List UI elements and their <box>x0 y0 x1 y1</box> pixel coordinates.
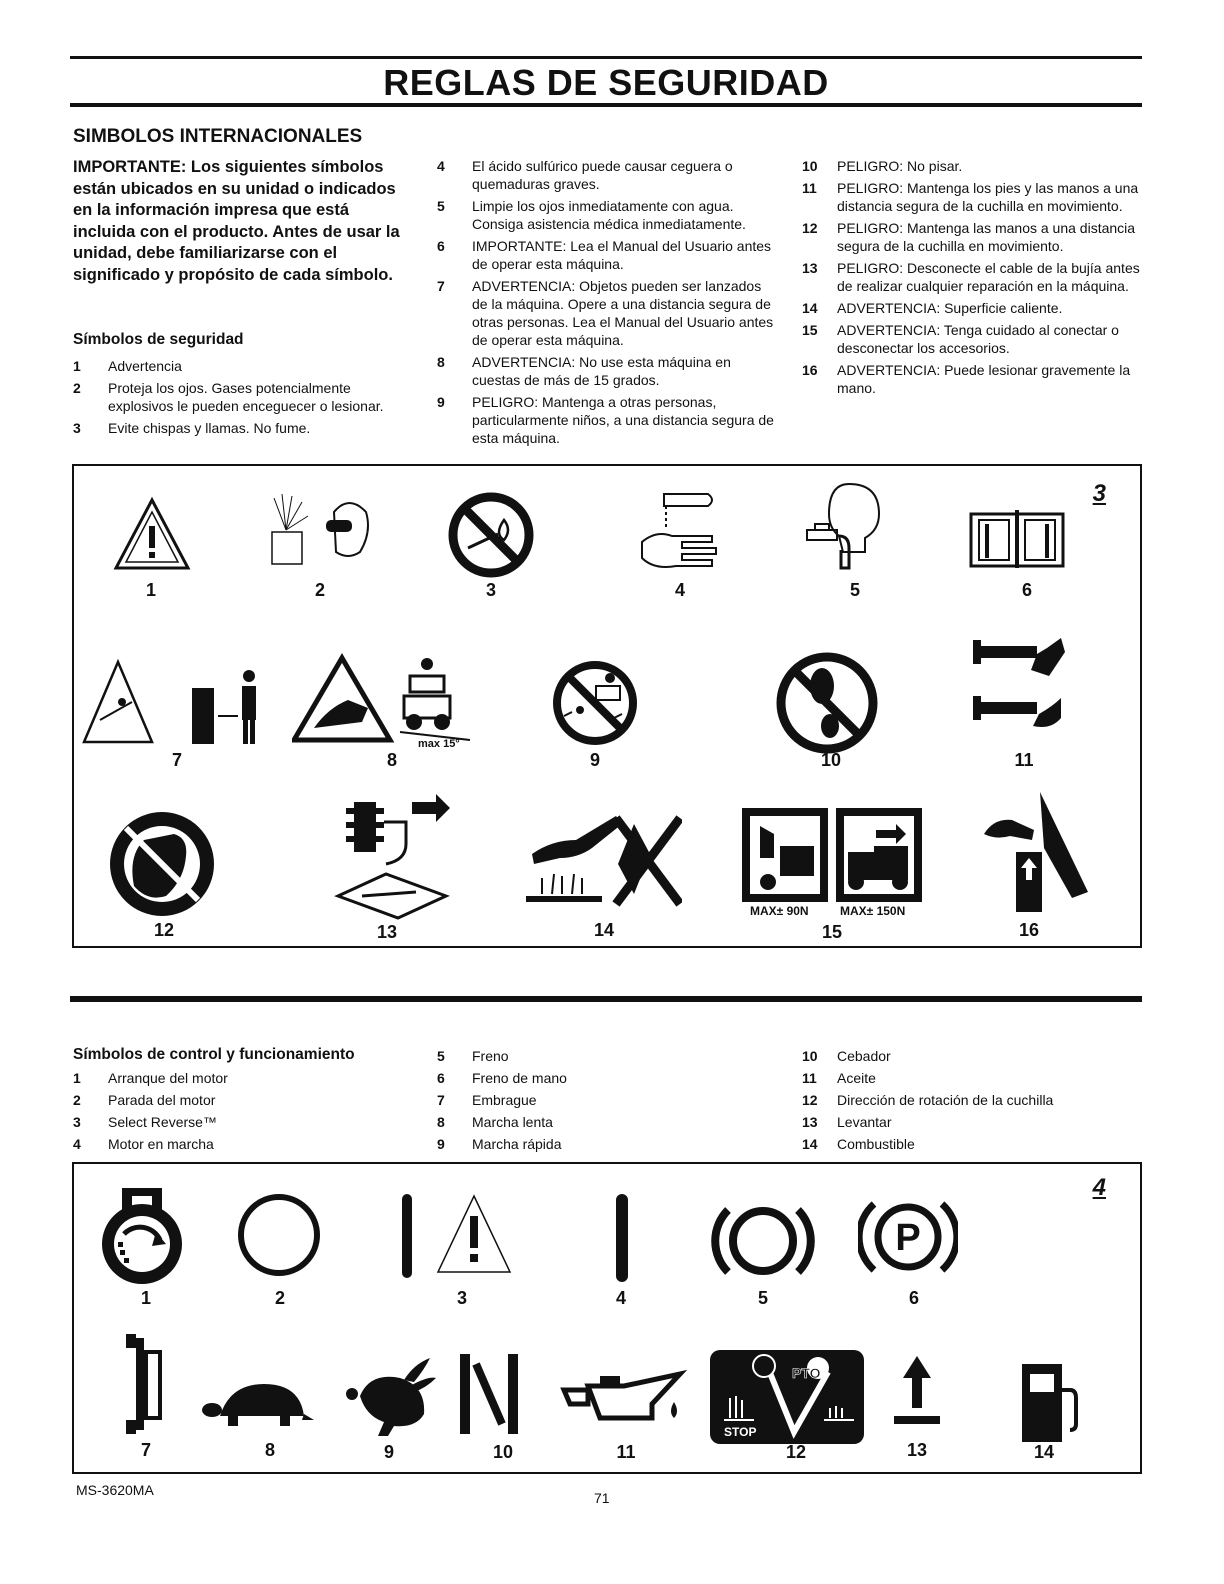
blade-rotation-pto-icon <box>708 1348 866 1446</box>
list-item: 16 ADVERTENCIA: Puede lesionar gravemente la mano. <box>802 362 1131 396</box>
symbol-label: 13 <box>376 922 398 942</box>
list-item: 7 Embrague <box>437 1092 537 1108</box>
symbol-label: 2 <box>274 1288 285 1308</box>
list-item: 3 Select Reverse™ <box>73 1114 217 1130</box>
list-item: 14 ADVERTENCIA: Superficie caliente. <box>802 300 1063 316</box>
list-item: 4 El ácido sulfúrico puede causar ceguera o quemaduras graves. <box>437 158 733 192</box>
safety-list-col2 <box>437 157 777 451</box>
symbol-label: 11 <box>1014 750 1034 770</box>
hot-surface-icon <box>522 804 682 914</box>
fuel-pump-icon <box>1018 1360 1082 1446</box>
symbol-label: 1 <box>145 580 156 600</box>
list-item: 11 PELIGRO: Mantenga los pies y las manos a una distancia segura de la cuchilla en movimiento. <box>802 180 1139 214</box>
list-item: 12 PELIGRO: Mantenga las manos a una distancia segura de la cuchilla en movimiento. <box>802 220 1136 254</box>
panel-number: 4 <box>1092 1174 1106 1201</box>
list-item: 5 Limpie los ojos inmediatamente con agua. Consiga asistencia médica inmediatamente. <box>437 198 746 232</box>
list-item: 9 Marcha rápida <box>437 1136 562 1152</box>
control-list-col2 <box>437 1047 777 1157</box>
doc-code: MS-3620MA <box>76 1482 154 1498</box>
list-item: 8 Marcha lenta <box>437 1114 553 1130</box>
important-notice: IMPORTANTE: Los siguientes símbolos están ubicados en su unidad o indicados en la información impresa que está incluida con el producto. Antes de usar la unidad, debe familiarizarse con el significado y propósito de cada símbolo. <box>73 158 400 284</box>
safety-list-col3 <box>802 157 1147 401</box>
oil-can-icon <box>560 1364 690 1434</box>
thrown-objects-icon <box>82 658 282 748</box>
section-title: SIMBOLOS INTERNACIONALES <box>73 126 363 147</box>
slope-warning-icon <box>292 652 482 750</box>
eye-wash-icon <box>799 480 899 576</box>
symbol-label: 12 <box>153 920 175 940</box>
control-list-col1 <box>73 1069 413 1157</box>
clutch-icon <box>122 1332 168 1436</box>
list-item: 15 ADVERTENCIA: Tenga cuidado al conectar o desconectar los accesorios. <box>802 322 1119 356</box>
list-item: 3 Evite chispas y llamas. No fume. <box>73 420 311 436</box>
list-item: 1 Arranque del motor <box>73 1070 228 1086</box>
max-150n-label: MAX± 150N <box>840 904 906 918</box>
list-item: 5 Freno <box>437 1048 509 1064</box>
select-reverse-icon <box>394 1186 514 1286</box>
pto-label: PTO <box>792 1365 821 1381</box>
symbol-label: 4 <box>674 580 685 600</box>
blade-foot-hand-icon <box>969 636 1069 742</box>
symbol-label: 13 <box>906 1440 928 1460</box>
symbol-label: 5 <box>849 580 860 600</box>
control-symbols-panel <box>72 1162 1142 1474</box>
brake-icon <box>708 1196 818 1286</box>
engine-start-icon <box>96 1186 188 1286</box>
symbol-label: 1 <box>140 1288 151 1308</box>
symbol-label: 12 <box>785 1442 807 1462</box>
list-item: 1 Advertencia <box>73 358 182 374</box>
keep-children-away-icon <box>550 658 640 748</box>
control-list-col3 <box>802 1047 1147 1157</box>
list-item: 6 Freno de mano <box>437 1070 567 1086</box>
max-90n-label: MAX± 90N <box>750 904 809 918</box>
hand-crush-icon <box>980 790 1090 920</box>
symbol-label: 8 <box>264 1440 275 1460</box>
list-item: 7 ADVERTENCIA: Objetos pueden ser lanzados de la máquina. Opere a una distancia segura de otras personas. Lea el Manual del Usuario antes de operar esta máquina. <box>437 278 774 348</box>
symbol-label: 8 <box>386 750 397 770</box>
symbol-label: 14 <box>1033 1442 1055 1462</box>
symbol-label: 7 <box>171 750 182 770</box>
symbol-label: 6 <box>908 1288 919 1308</box>
list-item: 10 PELIGRO: No pisar. <box>802 158 963 174</box>
symbol-label: 14 <box>593 920 615 940</box>
safety-heading: Símbolos de seguridad <box>73 331 244 348</box>
choke-icon <box>454 1348 524 1438</box>
warning-triangle-icon <box>112 494 192 574</box>
list-item: 2 Proteja los ojos. Gases potencialmente explosivos le pueden enceguecer o lesionar. <box>73 380 384 414</box>
raise-icon <box>892 1354 942 1430</box>
page-number: 71 <box>594 1490 610 1506</box>
turtle-slow-icon <box>200 1380 316 1432</box>
symbol-label: 2 <box>314 580 325 600</box>
list-item: 9 PELIGRO: Mantenga a otras personas, particularmente niños, a una distancia segura de esta máquina. <box>437 394 774 446</box>
symbol-label: 9 <box>383 1442 394 1462</box>
hand-blade-prohibited-icon <box>104 806 220 922</box>
list-item: 10 Cebador <box>802 1048 891 1064</box>
attachment-caution-icon <box>740 806 926 906</box>
engine-stop-icon <box>234 1190 324 1280</box>
no-smoking-flame-icon <box>446 490 536 580</box>
symbol-label: 3 <box>456 1288 467 1308</box>
safety-symbols-panel <box>72 464 1142 948</box>
symbol-label: 16 <box>1018 920 1040 940</box>
stop-label: STOP <box>724 1425 757 1439</box>
symbol-label: 7 <box>140 1440 151 1460</box>
list-item: 8 ADVERTENCIA: No use esta máquina en cuestas de más de 15 grados. <box>437 354 731 388</box>
rabbit-fast-icon <box>340 1346 440 1438</box>
svg-text:P: P <box>895 1217 921 1259</box>
list-item: 13 Levantar <box>802 1114 892 1130</box>
acid-burn-icon <box>634 492 724 576</box>
symbol-label: 9 <box>589 750 600 770</box>
list-item: 4 Motor en marcha <box>73 1136 214 1152</box>
symbol-label: 5 <box>757 1288 768 1308</box>
page-title: REGLAS DE SEGURIDAD <box>383 62 829 103</box>
max-slope-label: max 15° <box>418 738 460 750</box>
read-manual-icon <box>967 506 1067 572</box>
control-heading: Símbolos de control y funcionamiento <box>73 1046 355 1063</box>
symbol-label: 4 <box>615 1288 626 1308</box>
list-item: 12 Dirección de rotación de la cuchilla <box>802 1092 1054 1108</box>
list-item: 13 PELIGRO: Desconecte el cable de la bujía antes de realizar cualquier reparación en la máquina. <box>802 260 1140 294</box>
symbol-label: 10 <box>820 750 842 770</box>
list-item: 2 Parada del motor <box>73 1092 216 1108</box>
symbol-label: 6 <box>1021 580 1032 600</box>
parking-brake-icon <box>858 1192 958 1282</box>
symbol-label: 10 <box>492 1442 514 1462</box>
safety-list-col1 <box>73 357 413 441</box>
eye-protection-icon <box>264 492 374 572</box>
panel-number: 3 <box>1092 480 1106 507</box>
list-item: 14 Combustible <box>802 1136 915 1152</box>
symbol-label: 15 <box>821 922 843 942</box>
no-step-icon <box>772 648 882 758</box>
list-item: 6 IMPORTANTE: Lea el Manual del Usuario antes de operar esta máquina. <box>437 238 772 272</box>
list-item: 11 Aceite <box>802 1070 876 1086</box>
symbol-label: 3 <box>485 580 496 600</box>
disconnect-spark-plug-icon <box>332 792 452 922</box>
engine-run-icon <box>610 1190 634 1286</box>
symbol-label: 11 <box>616 1442 636 1462</box>
